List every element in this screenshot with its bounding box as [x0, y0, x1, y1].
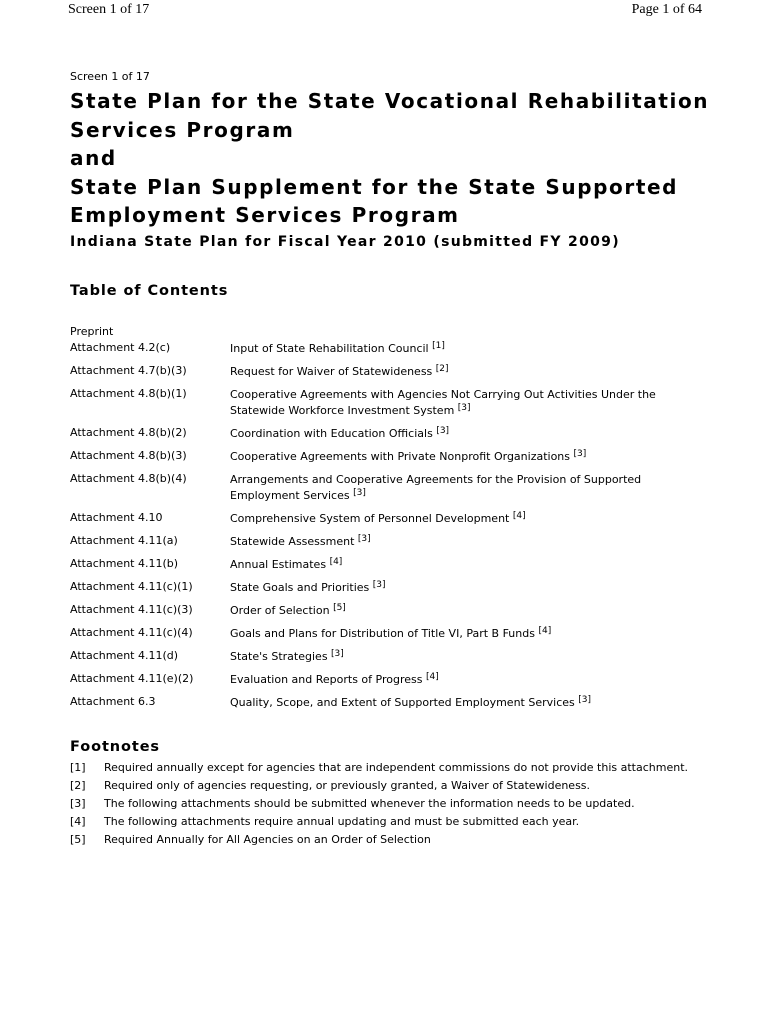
- footnote-item: [70, 833, 710, 847]
- title-line: Employment Services Program: [70, 203, 460, 227]
- footnote-marker[interactable]: [1]: [70, 760, 86, 774]
- toc-description: [230, 579, 710, 596]
- toc-row: [70, 533, 710, 550]
- toc-row: [70, 625, 710, 642]
- footnote-item: [70, 761, 710, 775]
- toc-row: [70, 556, 710, 573]
- toc-link[interactable]: Evaluation and Reports of Progress: [230, 672, 423, 686]
- footnote-marker[interactable]: [5]: [70, 832, 86, 846]
- toc-description: [230, 648, 710, 665]
- toc-description: [230, 533, 710, 550]
- toc-link[interactable]: Cooperative Agreements with Private Nonprofit Organizations: [230, 449, 571, 463]
- footnote-marker[interactable]: [3]: [70, 796, 86, 810]
- footnote-reference[interactable]: [3]: [457, 402, 471, 413]
- toc-row: [70, 510, 710, 527]
- toc-description: [230, 363, 710, 380]
- footnote-reference[interactable]: [3]: [357, 533, 371, 544]
- toc-link[interactable]: Input of State Rehabilitation Council: [230, 341, 429, 355]
- toc-heading: Table of Contents: [70, 282, 229, 299]
- toc-attachment-label: Attachment 4.11(d): [70, 648, 179, 662]
- toc-description: [230, 602, 710, 619]
- toc-description: [230, 671, 710, 688]
- toc-attachment-label: Attachment 4.10: [70, 510, 163, 524]
- page-subtitle: Indiana State Plan for Fiscal Year 2010 (submitted FY 2009): [70, 233, 620, 250]
- print-header-screen: Screen 1 of 17: [68, 2, 150, 17]
- toc-description: [230, 471, 710, 504]
- toc-attachment-label: Attachment 4.8(b)(1): [70, 386, 187, 400]
- title-line: State Plan for the State Vocational Rehabilitation: [70, 89, 710, 113]
- footnote-item: [70, 797, 710, 811]
- footnotes-list: [70, 761, 710, 847]
- toc-row: [70, 602, 710, 619]
- footnote-item: [70, 815, 710, 829]
- toc-attachment-label: Attachment 4.11(b): [70, 556, 179, 570]
- toc-row: [70, 340, 710, 357]
- toc-row: [70, 425, 710, 442]
- toc-row: [70, 363, 710, 380]
- page-title: [70, 87, 710, 230]
- toc-description: [230, 694, 710, 711]
- footnote-reference[interactable]: [5]: [333, 602, 346, 613]
- toc-link[interactable]: State's Strategies: [230, 649, 328, 663]
- toc-row: [70, 386, 710, 419]
- toc-row: [70, 471, 710, 504]
- toc-link[interactable]: Annual Estimates: [230, 557, 327, 571]
- toc-row: [70, 579, 710, 596]
- toc-description: [230, 625, 710, 642]
- title-line: and: [70, 146, 117, 170]
- footnote-reference[interactable]: [3]: [436, 425, 450, 436]
- footnote-marker[interactable]: [2]: [70, 778, 86, 792]
- toc-link[interactable]: Statewide Assessment: [230, 534, 355, 548]
- footnote-text: Required Annually for All Agencies on an Order of Selection: [104, 832, 431, 846]
- document-body: [70, 70, 710, 851]
- toc-description: [230, 448, 710, 465]
- table-of-contents: [70, 340, 710, 711]
- footnote-reference[interactable]: [3]: [578, 694, 591, 705]
- preprint-label: Preprint: [70, 324, 114, 338]
- toc-link[interactable]: State Goals and Priorities: [230, 580, 370, 594]
- footnote-text: Required only of agencies requesting, or previously granted, a Waiver of Statewideness.: [104, 778, 591, 792]
- footnote-text: The following attachments require annual updating and must be submitted each year.: [104, 814, 580, 828]
- footnote-reference[interactable]: [3]: [573, 448, 587, 459]
- toc-attachment-label: Attachment 4.7(b)(3): [70, 363, 187, 377]
- footnote-reference[interactable]: [3]: [372, 579, 386, 590]
- toc-description: [230, 556, 710, 573]
- footnote-reference[interactable]: [4]: [425, 671, 439, 682]
- toc-attachment-label: Attachment 4.11(a): [70, 533, 178, 547]
- toc-attachment-label: Attachment 4.11(c)(1): [70, 579, 193, 593]
- footnote-reference[interactable]: [4]: [329, 556, 343, 567]
- footnote-reference[interactable]: [2]: [435, 363, 449, 374]
- toc-description: [230, 340, 710, 357]
- footnote-reference[interactable]: [3]: [331, 648, 344, 659]
- toc-row: [70, 671, 710, 688]
- toc-attachment-label: Attachment 4.8(b)(3): [70, 448, 187, 462]
- toc-row: [70, 648, 710, 665]
- footnote-text: Required annually except for agencies that are independent commissions do not provide this attachment.: [104, 760, 688, 774]
- toc-attachment-label: Attachment 4.11(c)(3): [70, 602, 193, 616]
- toc-attachment-label: Attachment 4.2(c): [70, 340, 171, 354]
- toc-description: [230, 386, 710, 419]
- print-header-page: Page 1 of 64: [631, 2, 702, 17]
- print-header: [0, 0, 770, 24]
- toc-link[interactable]: Cooperative Agreements with Agencies Not Carrying Out Activities Under the Statewide Workforce Investment System: [230, 387, 656, 417]
- toc-link[interactable]: Coordination with Education Officials: [230, 426, 433, 440]
- toc-attachment-label: Attachment 4.11(e)(2): [70, 671, 194, 685]
- toc-description: [230, 425, 710, 442]
- screen-label: Screen 1 of 17: [70, 70, 150, 83]
- title-line: Services Program: [70, 117, 295, 142]
- toc-link[interactable]: Request for Waiver of Statewideness: [230, 364, 433, 378]
- footnotes-heading: Footnotes: [70, 738, 160, 755]
- footnote-text: The following attachments should be submitted whenever the information needs to be updated.: [104, 796, 635, 810]
- footnote-reference[interactable]: [3]: [353, 487, 366, 498]
- toc-attachment-label: Attachment 4.8(b)(2): [70, 425, 187, 439]
- toc-description: [230, 510, 710, 527]
- toc-attachment-label: Attachment 4.11(c)(4): [70, 625, 193, 639]
- toc-attachment-label: Attachment 6.3: [70, 694, 156, 708]
- footnote-reference[interactable]: [4]: [538, 625, 552, 636]
- toc-link[interactable]: Comprehensive System of Personnel Development: [230, 511, 510, 525]
- toc-row: [70, 694, 710, 711]
- footnote-item: [70, 779, 710, 793]
- toc-link[interactable]: Quality, Scope, and Extent of Supported Employment Services: [230, 695, 575, 709]
- title-line: State Plan Supplement for the State Supported: [70, 174, 679, 199]
- footnote-marker[interactable]: [4]: [70, 814, 86, 828]
- toc-link[interactable]: Order of Selection: [230, 603, 330, 617]
- toc-link[interactable]: Arrangements and Cooperative Agreements for the Provision of Supported Employment Services: [230, 472, 642, 502]
- footnote-reference[interactable]: [1]: [432, 340, 445, 351]
- toc-row: [70, 448, 710, 465]
- toc-link[interactable]: Goals and Plans for Distribution of Title VI, Part B Funds: [230, 626, 535, 640]
- footnote-reference[interactable]: [4]: [512, 510, 526, 521]
- toc-attachment-label: Attachment 4.8(b)(4): [70, 471, 187, 485]
